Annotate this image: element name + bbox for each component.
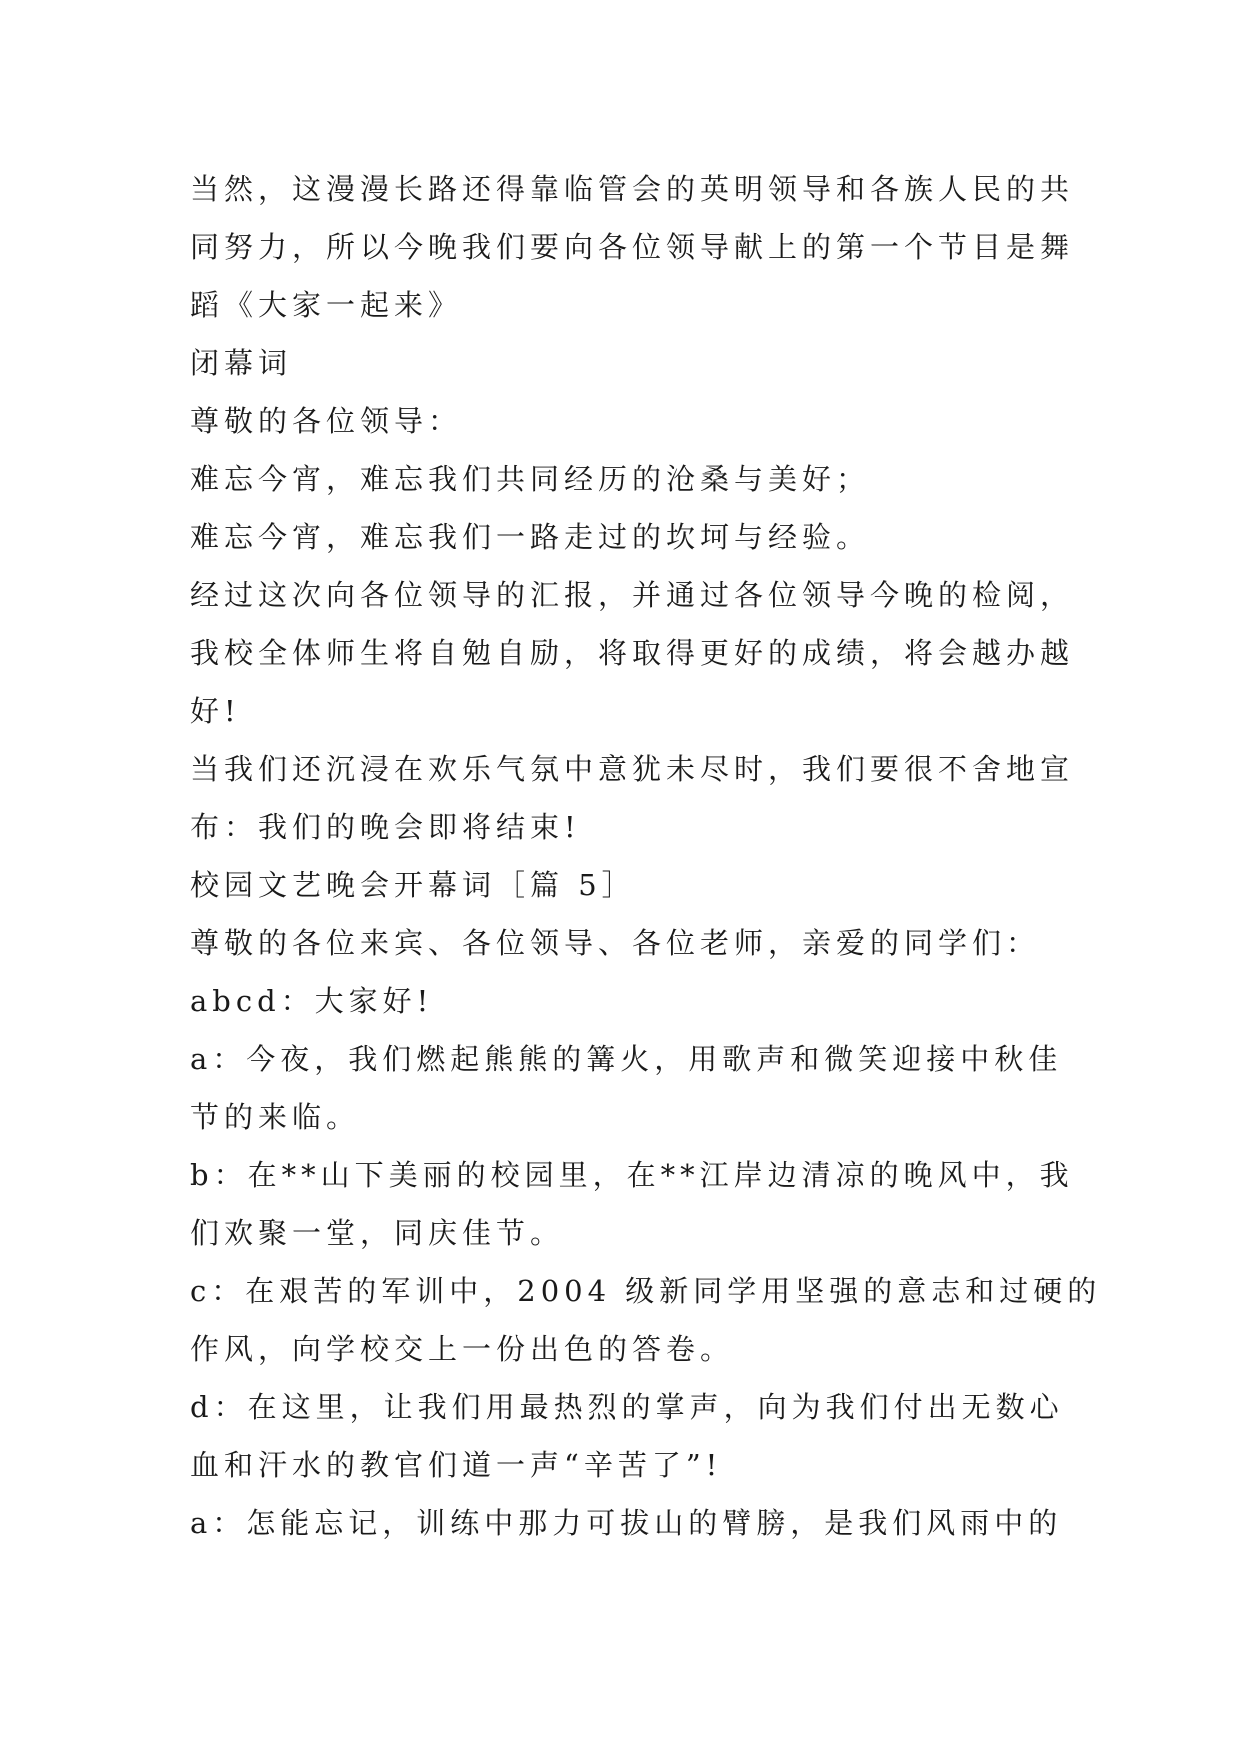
- text-line: 当我们还沉浸在欢乐气氛中意犹未尽时，我们要很不舍地宣: [190, 752, 1075, 786]
- text-line: 经过这次向各位领导的汇报，并通过各位领导今晚的检阅，: [190, 578, 1075, 612]
- text-line: d：在这里，让我们用最热烈的掌声，向为我们付出无数心: [190, 1390, 1064, 1424]
- text-line: 作风，向学校交上一份出色的答卷。: [190, 1332, 735, 1366]
- section-heading: 闭幕词: [190, 346, 293, 380]
- document-body: [190, 160, 1102, 1552]
- text-line: 同努力，所以今晚我们要向各位领导献上的第一个节目是舞: [190, 230, 1075, 264]
- text-line: 蹈《大家一起来》: [190, 288, 463, 322]
- text-line: 难忘今宵，难忘我们一路走过的坎坷与经验。: [190, 520, 871, 554]
- text-line: 难忘今宵，难忘我们共同经历的沧桑与美好；: [190, 462, 871, 496]
- text-line: c：在艰苦的军训中，2004 级新同学用坚强的意志和过硬的: [190, 1274, 1102, 1308]
- text-line: 我校全体师生将自勉自励，将取得更好的成绩，将会越办越: [190, 636, 1075, 670]
- text-line: b：在**山下美丽的校园里，在**江岸边清凉的晚风中，我: [190, 1158, 1074, 1192]
- text-line: 血和汗水的教官们道一声“辛苦了”!: [190, 1448, 723, 1482]
- salutation: 尊敬的各位来宾、各位领导、各位老师，亲爱的同学们：: [190, 926, 1041, 960]
- section-heading: 校园文艺晚会开幕词［篇 5］: [190, 868, 636, 902]
- text-line: 好!: [190, 694, 241, 728]
- text-line: 节的来临。: [190, 1100, 361, 1134]
- text-line: 当然，这漫漫长路还得靠临管会的英明领导和各族人民的共: [190, 172, 1075, 206]
- text-line: 们欢聚一堂，同庆佳节。: [190, 1216, 565, 1250]
- text-line: 布：我们的晚会即将结束!: [190, 810, 581, 844]
- text-line: a：怎能忘记，训练中那力可拔山的臂膀，是我们风雨中的: [190, 1506, 1063, 1540]
- salutation: 尊敬的各位领导：: [190, 404, 463, 438]
- text-line: a：今夜，我们燃起熊熊的篝火，用歌声和微笑迎接中秋佳: [190, 1042, 1063, 1076]
- text-line: abcd：大家好!: [190, 984, 434, 1018]
